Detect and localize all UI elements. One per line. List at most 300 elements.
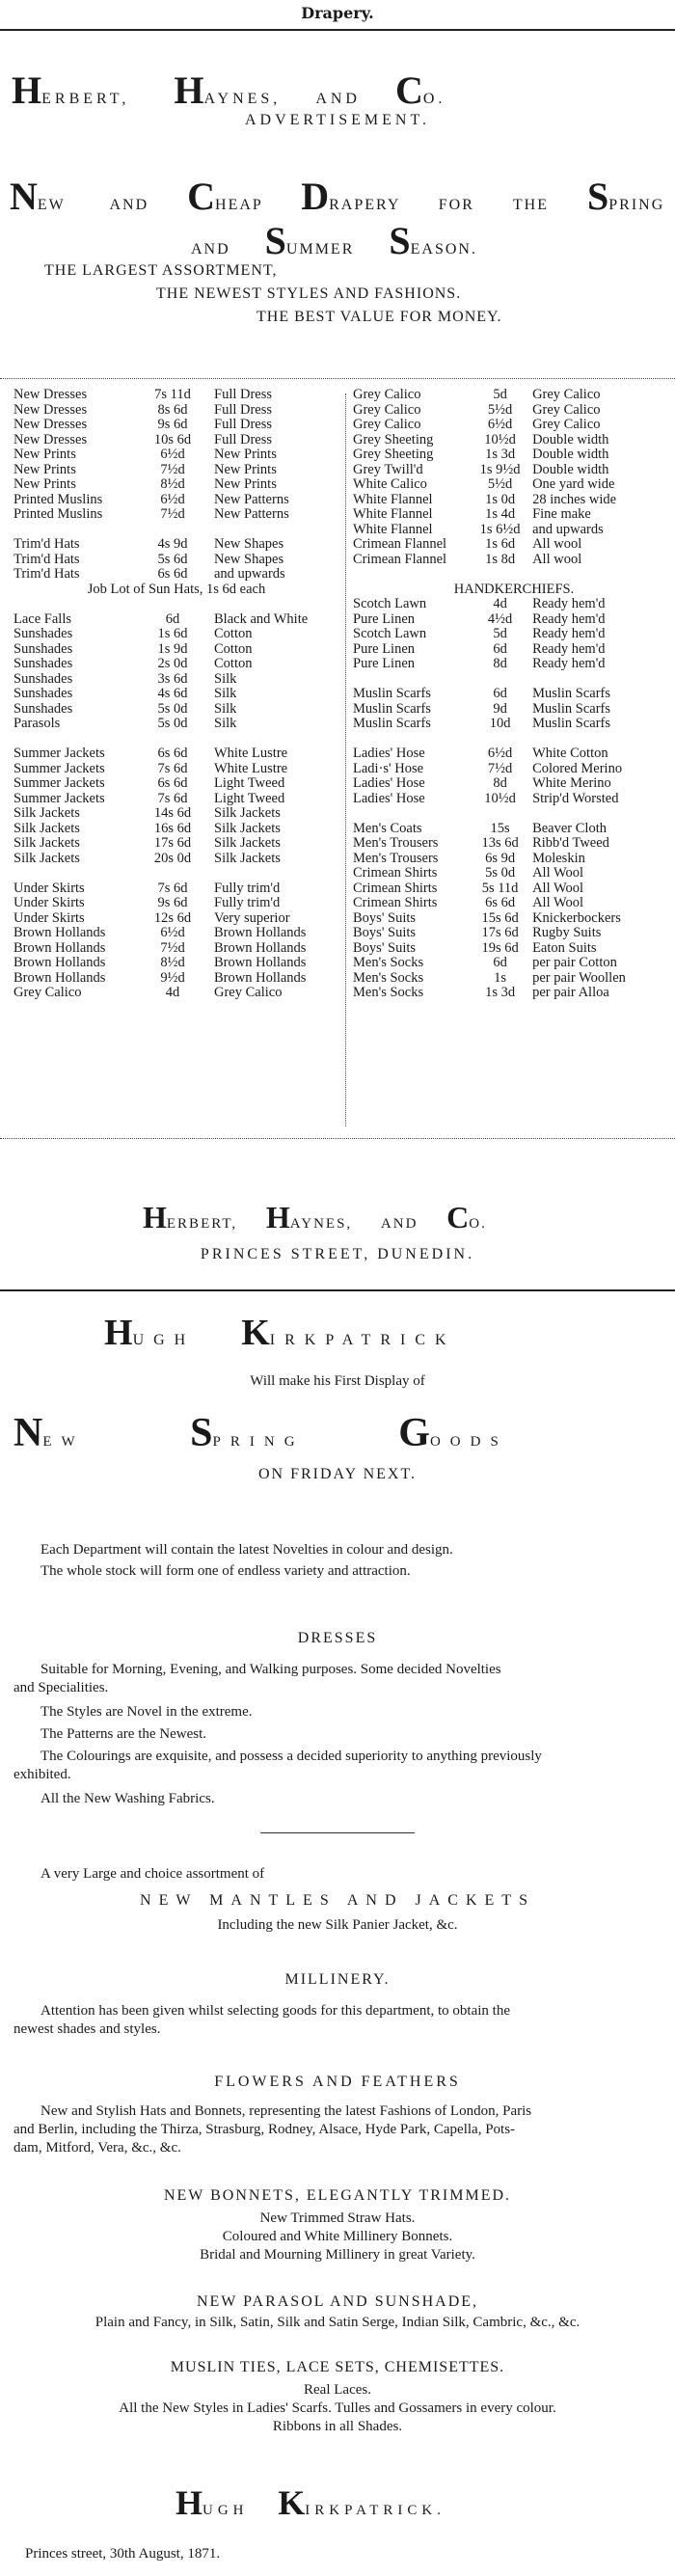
item-description: Full Dress <box>214 431 273 447</box>
item-description <box>532 672 675 688</box>
item-price: 20s 0d <box>153 850 192 866</box>
item-price <box>131 732 214 747</box>
item-description: Brown Hollands <box>214 969 307 986</box>
item-name: Pure Linen <box>353 610 416 627</box>
price-row <box>353 627 675 642</box>
price-row <box>353 971 675 987</box>
item-name: Grey Sheeting <box>353 447 434 462</box>
item-description: Ready hem'd <box>532 626 606 641</box>
item-name: Trim'd Hats <box>14 551 80 567</box>
item-name: Boys' Suits <box>353 909 417 926</box>
price-row <box>353 447 675 463</box>
dresses-paragraph-1a: Suitable for Morning, Evening, and Walking purposes. Some decided Novelties <box>40 1662 501 1677</box>
item-name: Scotch Lawn <box>353 626 427 641</box>
millinery-paragraph-b: newest shades and styles. <box>14 2021 161 2037</box>
item-name: Men's Trousers <box>353 835 439 851</box>
item-description: Muslin Scarfs <box>532 700 611 717</box>
table-rule-top <box>0 378 675 379</box>
item-price: 9s 6d <box>157 895 188 910</box>
price-row <box>353 403 675 419</box>
item-name: Scotch Lawn <box>353 596 427 611</box>
price-row <box>14 642 339 658</box>
price-row <box>353 746 675 762</box>
item-price: 1s 4d <box>485 506 516 522</box>
flowers-paragraph-a: New and Stylish Hats and Bonnets, representing the latest Fashions of London, Paris <box>40 2103 532 2119</box>
item-name: Trim'd Hats <box>14 536 80 552</box>
item-name: New Prints <box>14 447 76 462</box>
price-row <box>353 792 675 807</box>
muslin-line-3: Ribbons in all Shades. <box>272 2419 403 2434</box>
price-row <box>353 583 675 598</box>
item-description: Double width <box>532 431 609 447</box>
item-price: 4d <box>493 596 507 611</box>
price-row <box>353 597 675 612</box>
item-name: Silk Jackets <box>14 820 80 836</box>
item-name: Muslin Scarfs <box>353 716 431 731</box>
item-price: 1s 0d <box>485 491 516 507</box>
dresses-paragraph-4a: The Colourings are exquisite, and possess a decided superiority to anything previously <box>40 1749 542 1764</box>
item-description: Eaton Suits <box>532 939 597 956</box>
item-price: 5d <box>493 626 507 641</box>
herbert-address: PRINCES STREET, DUNEDIN. <box>200 1246 475 1262</box>
item-name: Crimean Flannel <box>353 551 447 567</box>
price-row <box>353 433 675 448</box>
item-name: Under Skirts <box>14 895 85 910</box>
price-row <box>353 762 675 777</box>
item-name: Summer Jackets <box>14 746 105 761</box>
item-name: Grey Twill'd <box>353 461 423 477</box>
price-row <box>353 537 675 553</box>
item-price: 7s 6d <box>157 790 188 806</box>
millinery-title: MILLINERY. <box>284 1971 391 1988</box>
item-name <box>353 567 468 583</box>
item-price: 14s 6d <box>153 805 192 821</box>
item-name: Printed Muslins <box>14 491 103 507</box>
item-price: 3s 6d <box>157 670 188 687</box>
item-description: All Wool <box>532 880 584 896</box>
item-price: 4½d <box>487 610 513 627</box>
item-description: per pair Cotton <box>532 955 617 970</box>
item-price: 5s 11d <box>481 880 519 896</box>
item-description: All wool <box>532 551 582 567</box>
dresses-paragraph-1b: and Specialities. <box>14 1680 109 1695</box>
item-description: Ready hem'd <box>532 596 606 611</box>
item-price: 1s 6d <box>157 626 188 641</box>
page-header: Drapery. <box>301 4 374 22</box>
item-price: 6½d <box>160 925 185 940</box>
item-price: 17s 6d <box>153 835 192 851</box>
price-row <box>14 746 339 762</box>
price-row <box>14 583 339 598</box>
item-description: Rugby Suits <box>532 925 602 940</box>
item-description <box>214 866 339 881</box>
item-description <box>532 806 675 822</box>
bonnets-line-2: Coloured and White Millinery Bonnets. <box>222 2229 453 2244</box>
item-price: 6½d <box>487 417 513 432</box>
item-price: 6s 6d <box>157 775 188 791</box>
price-row <box>14 956 339 971</box>
item-name <box>14 866 131 881</box>
price-row <box>14 433 339 448</box>
item-price: 2s 0d <box>157 656 188 671</box>
item-price: 9s 6d <box>157 417 188 432</box>
price-row <box>14 852 339 867</box>
item-name: Crimean Shirts <box>353 895 438 910</box>
item-name: Muslin Scarfs <box>353 686 431 701</box>
item-price: 10s 6d <box>153 431 192 447</box>
item-description: Fine make <box>532 506 591 522</box>
item-price: 8½d <box>160 476 185 492</box>
price-row <box>353 567 675 583</box>
item-price: 1s 6d <box>485 536 516 552</box>
price-row <box>14 971 339 987</box>
item-name: Sunshades <box>14 670 73 687</box>
item-price: 1s 3d <box>485 985 516 1000</box>
bonnets-line-1: New Trimmed Straw Hats. <box>259 2210 416 2226</box>
item-name: Men's Socks <box>353 985 424 1000</box>
item-price: 8s 6d <box>157 401 188 418</box>
price-row <box>353 822 675 837</box>
price-row <box>353 672 675 688</box>
item-name: White Flannel <box>353 506 433 522</box>
price-row <box>14 463 339 478</box>
item-description: New Prints <box>214 476 277 492</box>
table-rule-bottom <box>0 1138 675 1139</box>
price-row <box>353 493 675 508</box>
price-row-heading: Job Lot of Sun Hats, 1s 6d each <box>87 581 266 597</box>
price-row <box>14 672 339 688</box>
item-price: 6d <box>493 686 507 701</box>
item-description: All Wool <box>532 895 584 910</box>
tagline-2: THE NEWEST STYLES AND FASHIONS. <box>156 285 462 302</box>
item-name: New Dresses <box>14 387 88 402</box>
item-description: Grey Calico <box>532 387 601 402</box>
kirkpatrick-title: HUGH KIRKPATRICK <box>104 1313 456 1353</box>
item-name <box>353 732 468 747</box>
item-name: Sunshades <box>14 656 73 671</box>
price-row <box>353 553 675 568</box>
item-name: Pure Linen <box>353 656 416 671</box>
item-name: Ladies' Hose <box>353 746 425 761</box>
item-price: 17s 6d <box>481 925 519 940</box>
item-price: 10d <box>489 716 511 731</box>
price-row <box>14 388 339 403</box>
item-name: Summer Jackets <box>14 760 105 776</box>
item-description: Silk Jackets <box>214 820 281 836</box>
item-name: Silk Jackets <box>14 835 80 851</box>
price-row <box>14 822 339 837</box>
price-row <box>353 717 675 732</box>
item-description: New Shapes <box>214 551 284 567</box>
item-price <box>131 597 214 612</box>
price-row <box>14 732 339 747</box>
flowers-paragraph-b: and Berlin, including the Thirza, Strasburg, Rodney, Alsace, Hyde Park, Capella, Pots- <box>14 2122 516 2137</box>
intro-paragraph-2: The whole stock will form one of endless variety and attraction. <box>40 1563 411 1579</box>
price-row <box>14 627 339 642</box>
item-name: Grey Calico <box>353 417 421 432</box>
price-row <box>353 926 675 941</box>
item-description: White Lustre <box>214 746 288 761</box>
item-price: 6s 6d <box>157 746 188 761</box>
item-name: Pure Linen <box>353 640 416 657</box>
item-price: 1s 3d <box>485 447 516 462</box>
item-description: Double width <box>532 447 609 462</box>
price-row <box>353 956 675 971</box>
price-row <box>14 418 339 433</box>
item-name: Ladies' Hose <box>353 790 425 806</box>
item-price: 6d <box>165 610 180 627</box>
item-description: Strip'd Worsted <box>532 790 619 806</box>
price-row <box>353 642 675 658</box>
item-name: Brown Hollands <box>14 969 106 986</box>
item-name: Boys' Suits <box>353 939 417 956</box>
item-name: Under Skirts <box>14 880 85 896</box>
muslin-title: MUSLIN TIES, LACE SETS, CHEMISETTES. <box>170 2359 505 2375</box>
item-description: Silk Jackets <box>214 850 281 866</box>
item-price: 6s 6d <box>485 895 516 910</box>
item-name: Brown Hollands <box>14 939 106 956</box>
herbert-footer-name: HERBERT, HAYNES, AND CO. <box>143 1200 487 1234</box>
item-price: 7½d <box>160 939 185 956</box>
price-row <box>14 776 339 792</box>
muslin-line-2: All the New Styles in Ladies' Scarfs. Tulles and Gossamers in every colour. <box>119 2400 556 2416</box>
item-price: 1s 8d <box>485 551 516 567</box>
item-description: New Patterns <box>214 506 289 522</box>
item-price: 6½d <box>160 447 185 462</box>
item-description <box>214 523 339 538</box>
item-description: per pair Woollen <box>532 969 626 986</box>
item-description: Brown Hollands <box>214 939 307 956</box>
item-description: Light Tweed <box>214 775 285 791</box>
item-description: Ribb'd Tweed <box>532 835 609 851</box>
item-name: Men's Coats <box>353 820 422 836</box>
item-description: Black and White <box>214 610 309 627</box>
item-name: Brown Hollands <box>14 955 106 970</box>
price-row <box>353 896 675 911</box>
item-price: 1s 9d <box>157 640 188 657</box>
price-row <box>14 553 339 568</box>
item-description: Silk <box>214 716 237 731</box>
item-name: Summer Jackets <box>14 775 105 791</box>
muslin-line-1: Real Laces. <box>304 2382 371 2398</box>
item-price: 7½d <box>487 760 513 776</box>
item-price: 4s 6d <box>157 686 188 701</box>
price-row <box>14 447 339 463</box>
item-price: 8½d <box>160 955 185 970</box>
item-name: Men's Socks <box>353 955 424 970</box>
price-row <box>14 567 339 583</box>
kirkpatrick-intro: Will make his First Display of <box>250 1373 425 1389</box>
dresses-paragraph-5: All the New Washing Fabrics. <box>40 1791 215 1806</box>
item-name: Sunshades <box>14 626 73 641</box>
item-price <box>468 672 532 688</box>
item-description <box>532 732 675 747</box>
item-description: Brown Hollands <box>214 925 307 940</box>
kirkpatrick-signature: HUGH KIRKPATRICK. <box>176 2483 446 2522</box>
item-name: Sunshades <box>14 700 73 717</box>
item-description: Ready hem'd <box>532 640 606 657</box>
herbert-title: HERBERT, HAYNES, AND CO. <box>12 68 446 112</box>
mantles-subtitle: Including the new Silk Panier Jacket, &c. <box>217 1917 458 1933</box>
item-description: and upwards <box>214 566 285 582</box>
item-name: Ladies' Hose <box>353 775 425 791</box>
item-price: 6½d <box>160 491 185 507</box>
item-description: Very superior <box>214 909 290 926</box>
item-price: 10½d <box>484 790 516 806</box>
item-description: Silk Jackets <box>214 805 281 821</box>
dresses-title: DRESSES <box>297 1630 378 1646</box>
dresses-paragraph-2: The Styles are Novel in the extreme. <box>40 1704 253 1720</box>
parasol-line-1: Plain and Fancy, in Silk, Satin, Silk and Satin Serge, Indian Silk, Cambric, &c., &c. <box>94 2315 580 2330</box>
item-name <box>353 806 468 822</box>
price-row <box>353 836 675 852</box>
item-description: Full Dress <box>214 387 273 402</box>
item-description: Muslin Scarfs <box>532 686 611 701</box>
right-price-table <box>353 388 675 1001</box>
price-row <box>353 507 675 523</box>
item-name: Silk Jackets <box>14 805 80 821</box>
parasol-title: NEW PARASOL AND SUNSHADE, <box>196 2293 479 2310</box>
item-name: Grey Calico <box>14 985 82 1000</box>
item-name: Ladi·s' Hose <box>353 760 424 776</box>
price-row <box>353 687 675 702</box>
item-name: Muslin Scarfs <box>353 700 431 717</box>
kirkpatrick-date: ON FRIDAY NEXT. <box>257 1466 418 1482</box>
dresses-paragraph-4b: exhibited. <box>14 1767 71 1782</box>
item-description: All wool <box>532 536 582 552</box>
item-description: Grey Calico <box>532 401 601 418</box>
item-description: Cotton <box>214 626 253 641</box>
item-name: White Flannel <box>353 521 433 537</box>
item-price: 6s 9d <box>485 850 516 866</box>
item-price: 5½d <box>487 476 513 492</box>
price-row <box>14 896 339 911</box>
price-row <box>14 477 339 493</box>
item-name: White Flannel <box>353 491 433 507</box>
mantles-intro: A very Large and choice assortment of <box>40 1866 265 1882</box>
item-price: 7½d <box>160 506 185 522</box>
item-description: Beaver Cloth <box>532 820 607 836</box>
item-description: 28 inches wide <box>532 491 617 507</box>
item-price: 13s 6d <box>481 835 519 851</box>
item-name: Lace Falls <box>14 610 71 627</box>
price-row <box>14 941 339 957</box>
item-name: Sunshades <box>14 686 73 701</box>
price-row <box>353 911 675 927</box>
price-row <box>353 523 675 538</box>
item-description: New Prints <box>214 447 277 462</box>
item-price <box>468 732 532 747</box>
item-price: 15s 6d <box>481 909 519 926</box>
item-name: Summer Jackets <box>14 790 105 806</box>
dresses-paragraph-3: The Patterns are the Newest. <box>40 1726 207 1742</box>
item-price: 6d <box>493 955 507 970</box>
item-description: Moleskin <box>532 850 585 866</box>
item-name: Printed Muslins <box>14 506 103 522</box>
item-description: White Cotton <box>532 746 608 761</box>
item-description: White Merino <box>532 775 611 791</box>
item-name: Trim'd Hats <box>14 566 80 582</box>
kirkpatrick-headline: NEW SPRING GOODS <box>14 1411 508 1455</box>
item-description: per pair Alloa <box>532 985 609 1000</box>
price-row <box>353 463 675 478</box>
item-description: One yard wide <box>532 476 615 492</box>
item-price: 7½d <box>160 461 185 477</box>
price-row <box>353 612 675 628</box>
item-name: Parasols <box>14 716 61 731</box>
item-price: 6d <box>493 640 507 657</box>
item-description: Light Tweed <box>214 790 285 806</box>
item-price: 6½d <box>487 746 513 761</box>
price-row <box>353 986 675 1001</box>
item-price: 1s 6½d <box>479 521 521 537</box>
item-description: Grey Calico <box>532 417 601 432</box>
item-price: 10½d <box>484 431 516 447</box>
flowers-title: FLOWERS AND FEATHERS <box>214 2074 461 2090</box>
price-row <box>353 852 675 867</box>
price-row <box>14 597 339 612</box>
price-row <box>14 792 339 807</box>
price-row <box>353 776 675 792</box>
item-name: Men's Socks <box>353 969 424 986</box>
item-description: Silk <box>214 700 237 717</box>
header-rule <box>0 29 675 31</box>
item-description: Full Dress <box>214 417 273 432</box>
price-row <box>353 732 675 747</box>
item-price: 9d <box>493 700 507 717</box>
price-row <box>353 418 675 433</box>
item-price: 5s 0d <box>157 716 188 731</box>
item-price: 7s 6d <box>157 880 188 896</box>
item-price: 19s 6d <box>481 939 519 956</box>
item-price: 16s 6d <box>153 820 192 836</box>
price-row <box>14 836 339 852</box>
item-description <box>532 567 675 583</box>
price-row <box>353 941 675 957</box>
item-name: Under Skirts <box>14 909 85 926</box>
item-description: Silk <box>214 686 237 701</box>
price-row <box>14 507 339 523</box>
ad-separator <box>0 1289 675 1291</box>
item-description: Full Dress <box>214 401 273 418</box>
item-name: Men's Trousers <box>353 850 439 866</box>
item-name: Crimean Shirts <box>353 865 438 881</box>
item-price: 15s <box>490 820 510 836</box>
item-name: Grey Calico <box>353 387 421 402</box>
item-price <box>131 866 214 881</box>
item-price <box>131 523 214 538</box>
price-row <box>14 657 339 672</box>
item-price: 12s 6d <box>153 909 192 926</box>
item-price: 4d <box>165 985 180 1000</box>
item-price: 1s 9½d <box>479 461 521 477</box>
left-price-table <box>14 388 339 1001</box>
item-price <box>468 806 532 822</box>
price-row <box>14 881 339 897</box>
item-description: New Patterns <box>214 491 289 507</box>
item-price: 5d <box>493 387 507 402</box>
item-price: 5s 0d <box>485 865 516 881</box>
price-row <box>353 881 675 897</box>
item-name <box>353 672 468 688</box>
item-name <box>14 597 131 612</box>
price-row <box>14 986 339 1001</box>
item-description: Fully trim'd <box>214 880 281 896</box>
price-row <box>14 612 339 628</box>
item-description: Cotton <box>214 640 253 657</box>
item-name: New Dresses <box>14 431 88 447</box>
item-price: 8d <box>493 656 507 671</box>
